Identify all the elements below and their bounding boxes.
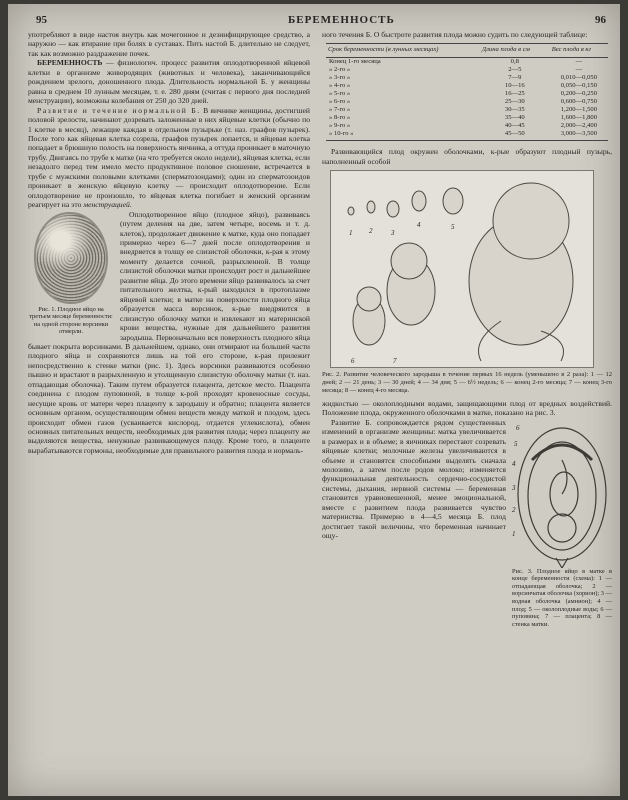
figure-3-label: 3 xyxy=(512,483,516,492)
figure-3 xyxy=(512,420,612,629)
table-cell: 0,010—0,050 xyxy=(560,73,597,81)
figure-3-label: 2 xyxy=(512,505,516,514)
embryo-3 xyxy=(387,201,399,217)
table-cell: 3,000—3,500 xyxy=(550,130,608,141)
table-cell: » 8-го » xyxy=(329,114,351,122)
table-row xyxy=(326,90,608,98)
table-cell: » 2-го » xyxy=(329,65,351,73)
right-page-number: 96 xyxy=(595,14,606,26)
embryo-1 xyxy=(348,207,354,215)
table-row xyxy=(326,106,608,114)
figure-3-label: 6 xyxy=(516,423,520,432)
table-cell: 2,000—2,400 xyxy=(560,122,597,130)
egg-illustration xyxy=(36,214,106,302)
table-cell: 30—35 xyxy=(504,106,525,114)
placenta xyxy=(532,445,592,460)
table-cell: 7—9 xyxy=(508,73,522,81)
entry-heading: БЕРЕМЕННОСТЬ xyxy=(37,58,103,68)
amnion xyxy=(528,442,596,550)
right-column xyxy=(322,30,612,630)
embryo-illustration xyxy=(331,171,593,367)
left-page-number: 95 xyxy=(36,14,47,26)
figure-1 xyxy=(28,214,114,336)
uterus-diagram xyxy=(512,420,612,568)
figure-2-label: 2 xyxy=(369,227,373,236)
figure-2 xyxy=(330,170,594,368)
italic-term: менструацией xyxy=(83,200,130,210)
table-cell: » 9-го » xyxy=(329,122,351,130)
table-cell: » 4-го » xyxy=(329,81,351,89)
table-cell: » 3-го » xyxy=(329,73,351,81)
table-row xyxy=(326,74,608,82)
figure-2-label: 3 xyxy=(391,229,395,238)
table-row xyxy=(326,130,608,141)
table-cell: 35—40 xyxy=(504,114,525,122)
table-row xyxy=(326,98,608,106)
table-cell: Конец 1-го месяца xyxy=(329,57,381,65)
table-row xyxy=(326,82,608,90)
embryo-5 xyxy=(443,188,463,214)
table-header: Длина плода в см xyxy=(480,44,550,57)
paragraph: употребляют в виде настоя внутрь как мочегонное и дезинфицирующее средство, а наружно — как втирание при болях в суставах. Пить настой Б. длительно не следует, так как возможно раздражение почек. xyxy=(28,30,310,58)
table-cell: 1,200—1,500 xyxy=(560,106,597,114)
table-row xyxy=(326,66,608,74)
table-cell: — xyxy=(575,57,583,65)
paragraph: Развитие Б. сопровождается рядом существенных изменений в организме женщины: матка увеличивается в размерах и в объеме; в яичниках перестают созревать яйцевые клетки; молочные железы увеличиваются в объеме и становятся способными выделять сначала молозиво, а затем после родов молоко; изменяется функциональная деятельность сердечно-сосудистой системы, дыхания, нервной системы — беременная становится уравновешенной, менее эмоциональной, вместе с развитием плода развивается чувство материнства. Примерно в 4—4,5 месяца Б. плод достигает такой величины, что беременная начинает ощу- xyxy=(322,417,506,541)
figure-2-label: 5 xyxy=(451,223,455,232)
paragraph: ного течения Б. О быстроте развития плода можно судить по следующей таблице: xyxy=(322,30,588,39)
figure-2-label: 7 xyxy=(393,357,397,366)
fetus-body xyxy=(550,472,578,516)
table-cell: » 6-го » xyxy=(329,98,351,106)
figure-2-label: 1 xyxy=(349,229,353,238)
paragraph: Развитие и течение нормальной Б. В яичнике женщины, достигшей половой зрелости, начинают дозревать заложенные в них яйцевые клетки (обычно по 1 клетке в месяц), лежащие каждая в отдельном пузырьке (т. наз. граафов пузырек). После того как яйцевая клетка созрела, граафов пузырек лопается, и яйцевая клетка попадает в брюшную полость на поверхность яичника, а оттуда проникает в маточную трубу. Двигаясь по трубе к матке (на что требуется около недели), яйцевая клетка, если незадолго перед тем имело место продуктивное половое сношение, встречается в трубе с мужскими половыми клетками (сперматозоидами); один из сперматозоидов проникает в женскую яйцевую клетку — происходит оплодотворение. Если оплодотворение не произошло, то яйцевая клетка погибает и женский организм реагирует на это менструацией. xyxy=(28,105,310,210)
paragraph: Оплодотворенное яйцо (плодное яйцо), развиваясь (путем деления на две, затем четыре, восемь и т. д. клеток), продолжает движение к матке, куда оно попадает примерно через 6—7 дней после оплодотворения и внедряется в толщу ее слизистой оболочки, к-рая к этому моменту делается сочной, разрыхленной. В толще слизистой оболочки матки происходит рост и дальнейшее развитие яйца. До этого времени яйцо развивалось за счет питательного желтка, к-рый находился в протоплазме яйцевой клетки; в матке на поверхности плодного яйца образуется масса ворсинок, к-рые внедряются в слизистую оболочку матки и извлекают из материнской крови вещества, нужные для дальнейшего развития зародыша. Первоначально вся поверхность плодного яйца бывает покрыта ворсинками. В дальнейшем, однако, они отмирают на большей части плодного яйца и сохраняются лишь на той его стороне, к-рая прилежит непосредственно к стенке матки (рис. 1). Здесь ворсинки развиваются особенно пышно и врастают в разрыхленную и утолщенную слизистую оболочку матки (т. наз. отпадающая оболочка). Таким путем образуется плацента, детское место. Плацента соединена с плодом пуповиной, в толще к-рой проходят кровеносные сосуды, несущие кровь от матери через плаценту к зародышу и обратно; плацента является основным органом, осуществляющим обмен веществ между маткой и плодом, здесь происходит обмен газов (усваивается кислород, отдается углекислота), обмен основных питательных веществ, необходимых для развития плода; через плаценту же выделяются вещества, ненужные развивающемуся плоду. Кроме того, в плаценте вырабатываются гормоны, необходимые для правильного развития плода и нормаль- xyxy=(28,209,310,455)
table-cell: 16—25 xyxy=(504,89,525,97)
figure-3-caption: Рис. 3. Плодное яйцо в матке в конце беременности (схема): 1 — отпадающая оболочка; 2 — ворсинчатая оболочка (хорион); 3 — водная оболочка (амнион); 4 — плод; 5 — околоплодные воды; 6 — пуповина; 7 — плацента; 8 — стенка матки. xyxy=(512,567,612,628)
fetus-head xyxy=(548,514,576,542)
book-page xyxy=(8,4,620,796)
table-cell: » 7-го » xyxy=(329,106,351,114)
figure-2-caption: Рис. 2. Развитие человеческого зародыша в течение первых 16 недель (уменьшено в 2 раза): 1 — 12 дней; 2 — 21 день; 3 — 30 дней; 4 — 34 дня; 5 — 6½ недель; 6 — конец 2-го месяца; 7 — конец 3-го месяца; 8 — конец 4-го месяца. xyxy=(322,371,612,394)
embryo-4 xyxy=(412,191,426,211)
table-cell: 25—30 xyxy=(504,98,525,106)
figure-2-label: 4 xyxy=(417,221,421,230)
paragraph: БЕРЕМЕННОСТЬ — физиологич. процесс развития оплодотворенной яйцевой клетки в организме живородящих (животных и человека), заканчивающийся рождением зрелого, доношенного плода. Длительность нормальной Б. у женщины равна в среднем 10 лунным месяцам, т. е. 280 дням (считая с первого дня последней менструации), возможны колебания от 250 до 320 дней. xyxy=(28,58,310,106)
table-cell: 0,050—0,150 xyxy=(560,81,597,89)
table-cell: 45—50 xyxy=(480,130,550,141)
figure-3-label: 5 xyxy=(514,439,518,448)
table-cell: 0,8 xyxy=(510,57,519,65)
paragraph: Развивающийся плод окружен оболочками, к-рые образуют плодный пузырь, наполненный особой xyxy=(322,147,612,166)
table-cell: » 5-го » xyxy=(329,89,351,97)
table-cell: 0,200—0,250 xyxy=(560,89,597,97)
table-cell: — xyxy=(575,65,583,73)
figure-3-label: 4 xyxy=(512,459,516,468)
table-row xyxy=(326,114,608,122)
running-title: БЕРЕМЕННОСТЬ xyxy=(288,14,395,26)
table-row xyxy=(326,122,608,130)
figure-3-label: 1 xyxy=(512,529,516,538)
figure-2-label: 6 xyxy=(351,357,355,366)
table-header: Срок беременности (в лунных месяцах) xyxy=(326,44,480,57)
table-row xyxy=(326,57,608,66)
table-cell: 10—16 xyxy=(504,81,525,89)
paragraph: жидкостью — околоплодными водами, защищающими плод от вредных воздействий. Положение плода, окруженного оболочками в матке, показано на рис. 3. xyxy=(322,398,612,418)
table-cell: 0,600—0,750 xyxy=(560,98,597,106)
table-header: Вес плода в кг xyxy=(550,44,608,57)
section-heading: Развитие и течение нормальной Б. xyxy=(37,105,201,115)
umbilical-cord xyxy=(562,460,567,494)
table-cell: 1,600—1,800 xyxy=(560,114,597,122)
figure-1-caption: Рис. 1. Плодное яйцо на третьем месяце беременности: на одной стороне ворсинки отмерли. xyxy=(29,305,113,336)
table-cell: » 10-го » xyxy=(326,130,480,141)
left-column xyxy=(28,30,310,455)
embryo-2 xyxy=(367,201,375,213)
development-table xyxy=(326,43,608,141)
table-cell: 2—5 xyxy=(508,65,522,73)
table-cell: 40—45 xyxy=(504,122,525,130)
